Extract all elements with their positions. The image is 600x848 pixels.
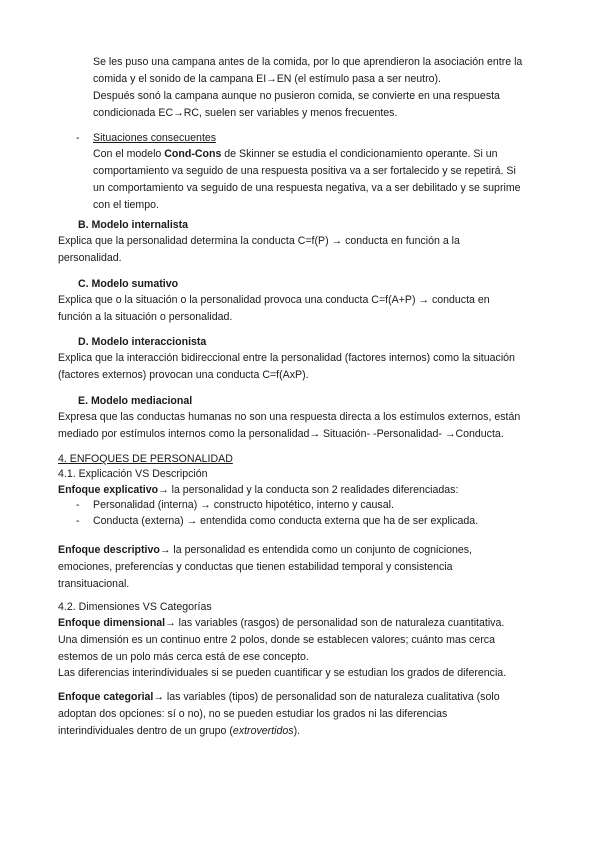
consecuentes-line-2: comportamiento va seguido de una respuesta positiva va a ser fortalecido y se repetirá. Si xyxy=(93,165,516,177)
consecuentes-line-3: un comportamiento va seguido de una respuesta negativa, va a ser debilitado y se suprime xyxy=(93,182,521,194)
descriptivo-line-2: emociones, preferencias y conductas que tienen estabilidad temporal y consistencia xyxy=(58,561,453,573)
categorial-line-3 xyxy=(58,723,300,739)
dimensional-line-4: Las diferencias interindividuales si se pueden cuantificar y se estudian los grados de diferencia. xyxy=(58,667,507,679)
categorial-line-3-post: ). xyxy=(293,725,301,737)
intro-line-3: Después sonó la campana aunque no pusieron comida, se convierte en una respuesta xyxy=(93,90,500,102)
consecuentes-line-1-post: de Skinner se estudia el condicionamiento operante. Si un xyxy=(221,148,498,160)
section-4-heading: 4. ENFOQUES DE PERSONALIDAD xyxy=(58,453,233,465)
enfoque-categorial-line xyxy=(58,689,500,705)
categorial-line-2: adoptan dos opciones: sí o no), no se pueden estudiar los grados ni las diferencias xyxy=(58,708,448,720)
mediacional-line-2: mediado por estímulos internos como la personalidad→ Situación- -Personalidad- →Conducta. xyxy=(58,428,504,440)
bullet-1-dash: - xyxy=(76,499,80,511)
intro-line-2: comida y el sonido de la campana EI→EN (el estímulo pasa a ser neutro). xyxy=(93,73,442,85)
dimensional-line-2: Una dimensión es un continuo entre 2 polos, donde se establecen valores; cuánto mas cerca xyxy=(58,634,495,646)
consecuentes-line-1 xyxy=(93,146,498,162)
enfoque-explicativo-text: → la personalidad y la conducta son 2 realidades diferenciadas: xyxy=(158,484,459,496)
enfoque-categorial-term: Enfoque categorial xyxy=(58,691,154,703)
sumativo-line-2: función a la situación o personalidad. xyxy=(58,311,233,323)
descriptivo-line-3: transituacional. xyxy=(58,578,130,590)
sumativo-line-1: Explica que o la situación o la personalidad provoca una conducta C=f(A+P) → conducta en xyxy=(58,294,490,306)
heading-interaccionista: D. Modelo interaccionista xyxy=(78,336,207,348)
consecuentes-line-1-pre: Con el modelo xyxy=(93,148,165,160)
bullet-conducta: Conducta (externa) → entendida como conducta externa que ha de ser explicada. xyxy=(93,515,479,527)
interaccionista-line-2: (factores externos) provocan una conducta C=f(AxP). xyxy=(58,369,309,381)
subsection-4-1: 4.1. Explicación VS Descripción xyxy=(58,468,208,480)
heading-mediacional: E. Modelo mediacional xyxy=(78,395,193,407)
consecuentes-dash: - xyxy=(76,132,80,144)
enfoque-dimensional-line xyxy=(58,615,504,631)
heading-internalista: B. Modelo internalista xyxy=(78,219,189,231)
dimensional-line-3: estemos de un polo más cerca está de ese concepto. xyxy=(58,651,309,663)
cond-cons-term: Cond-Cons xyxy=(164,148,222,160)
enfoque-dimensional-term: Enfoque dimensional xyxy=(58,617,166,629)
subsection-4-2: 4.2. Dimensiones VS Categorías xyxy=(58,601,212,613)
internalista-line-2: personalidad. xyxy=(58,252,122,264)
enfoque-categorial-text: → las variables (tipos) de personalidad son de naturaleza cualitativa (solo xyxy=(153,691,500,703)
bullet-personalidad: Personalidad (interna) → constructo hipotético, interno y causal. xyxy=(93,499,394,511)
mediacional-line-1: Expresa que las conductas humanas no son una respuesta directa a los estímulos externos, están xyxy=(58,411,521,423)
enfoque-descriptivo-line xyxy=(58,542,472,558)
intro-line-4: condicionada EC→RC, suelen ser variables y menos frecuentes. xyxy=(93,107,398,119)
bullet-2-dash: - xyxy=(76,515,80,527)
intro-line-1: Se les puso una campana antes de la comida, por lo que aprendieron la asociación entre la xyxy=(93,56,523,68)
enfoque-descriptivo-term: Enfoque descriptivo xyxy=(58,544,160,556)
enfoque-explicativo-line xyxy=(58,482,458,498)
categorial-line-3-pre: interindividuales dentro de un grupo ( xyxy=(58,725,233,737)
internalista-line-1: Explica que la personalidad determina la conducta C=f(P) → conducta en función a la xyxy=(58,235,460,247)
enfoque-explicativo-term: Enfoque explicativo xyxy=(58,484,159,496)
consecuentes-title: Situaciones consecuentes xyxy=(93,132,217,144)
interaccionista-line-1: Explica que la interacción bidireccional entre la personalidad (factores internos) como la situación xyxy=(58,352,515,364)
enfoque-dimensional-text: → las variables (rasgos) de personalidad son de naturaleza cuantitativa. xyxy=(165,617,505,629)
extrovertidos-term: extrovertidos xyxy=(232,725,294,737)
enfoque-descriptivo-text: → la personalidad es entendida como un conjunto de cogniciones, xyxy=(159,544,472,556)
consecuentes-line-4: con el tiempo. xyxy=(93,199,159,211)
heading-sumativo: C. Modelo sumativo xyxy=(78,278,179,290)
